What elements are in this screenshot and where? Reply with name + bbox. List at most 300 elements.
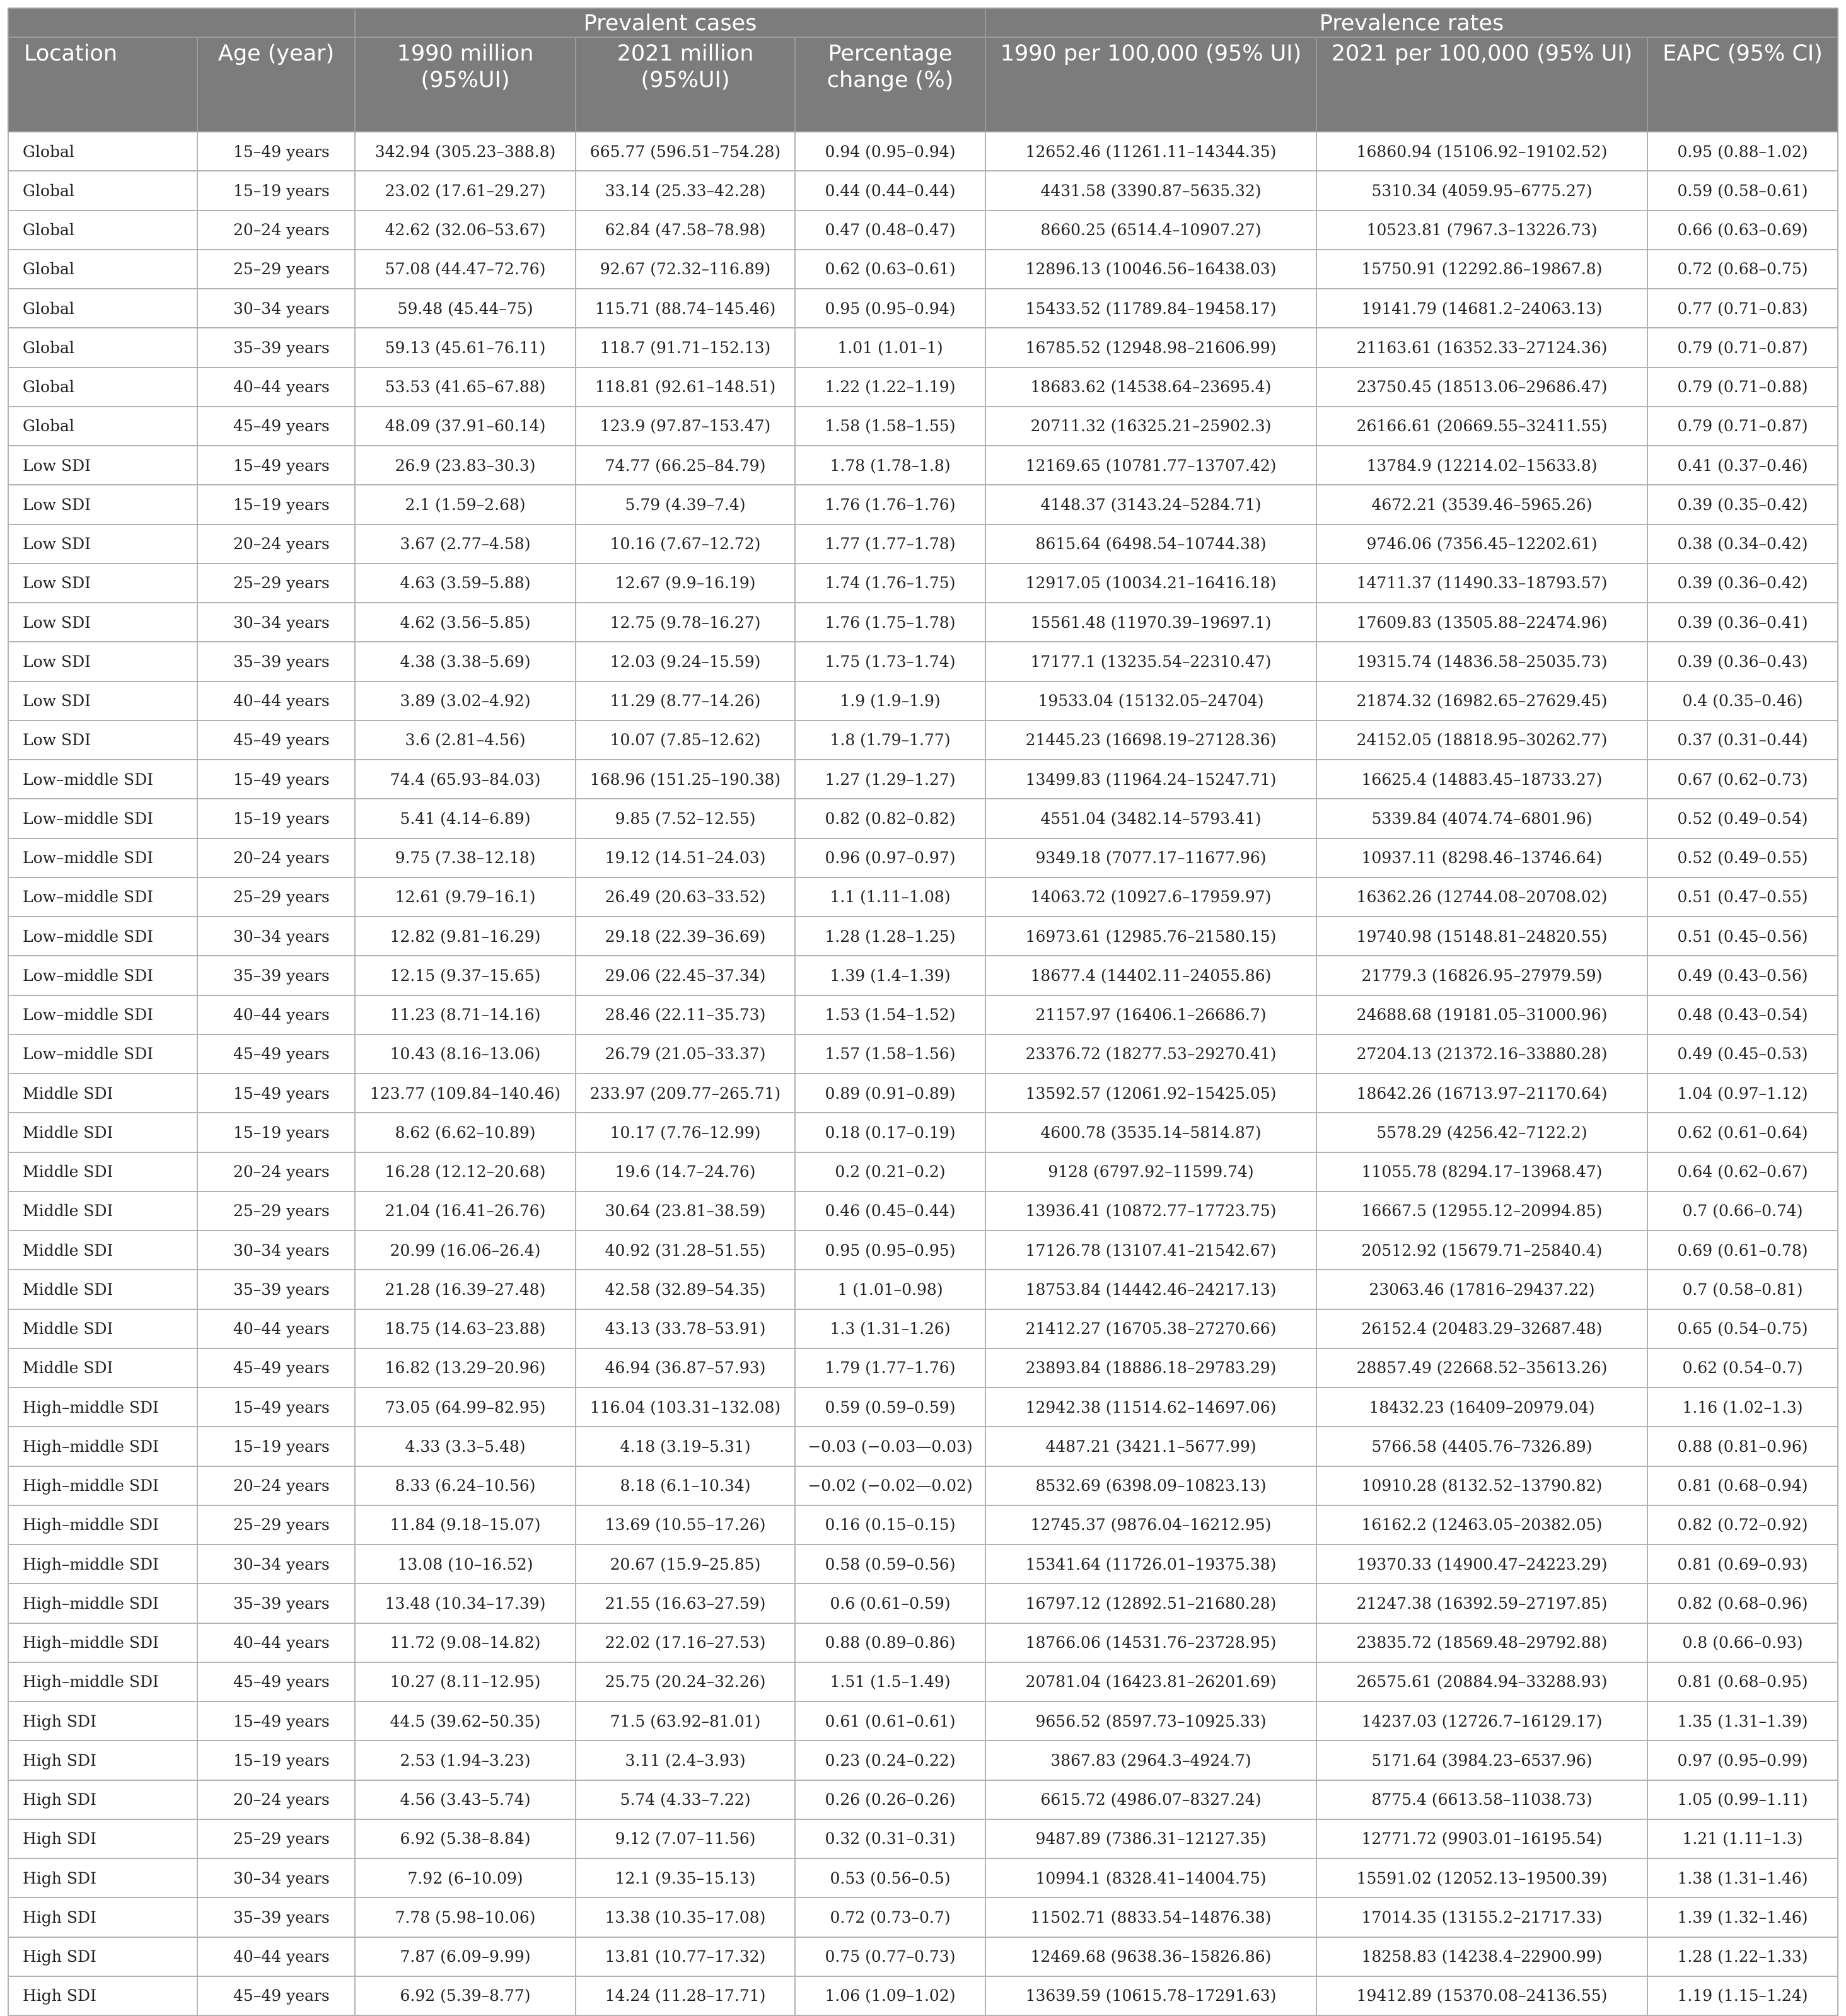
cell-eapc: 0.4 (0.35–0.46) [1647,681,1838,721]
cell-age: 20–24 years [197,524,355,564]
cell-cases-1990: 7.87 (6.09–9.99) [355,1937,576,1976]
cell-cases-2021: 10.07 (7.85–12.62) [576,721,795,760]
cell-age: 40–44 years [197,368,355,407]
cell-cases-2021: 665.77 (596.51–754.28) [576,132,795,171]
cell-eapc: 1.35 (1.31–1.39) [1647,1701,1838,1741]
cell-percentage-change: 1.57 (1.58–1.56) [795,1034,985,1074]
cell-location: Global [8,132,197,171]
cell-rate-2021: 9746.06 (7356.45–12202.61) [1316,524,1647,564]
cell-cases-1990: 6.92 (5.39–8.77) [355,1976,576,2015]
cell-location: Middle SDI [8,1348,197,1387]
cell-cases-2021: 123.9 (97.87–153.47) [576,407,795,446]
cell-cases-2021: 10.17 (7.76–12.99) [576,1113,795,1152]
cell-rate-2021: 23835.72 (18569.48–29792.88) [1316,1623,1647,1662]
cell-percentage-change: 1.78 (1.78–1.8) [795,446,985,485]
cell-eapc: 0.67 (0.62–0.73) [1647,760,1838,799]
cell-eapc: 0.82 (0.68–0.96) [1647,1584,1838,1623]
cell-eapc: 0.81 (0.69–0.93) [1647,1544,1838,1584]
cell-cases-1990: 12.82 (9.81–16.29) [355,917,576,956]
table-row [8,1544,1838,1584]
cell-location: High–middle SDI [8,1662,197,1701]
cell-eapc: 0.62 (0.54–0.7) [1647,1348,1838,1387]
cell-location: Low–middle SDI [8,995,197,1034]
table-row [8,1780,1838,1819]
cell-rate-1990: 15341.64 (11726.01–19375.38) [985,1544,1316,1584]
cell-rate-2021: 28857.49 (22668.52–35613.26) [1316,1348,1647,1387]
cell-rate-2021: 15591.02 (12052.13–19500.39) [1316,1858,1647,1897]
cell-location: Global [8,289,197,328]
cell-age: 15–49 years [197,1074,355,1113]
cell-age: 25–29 years [197,564,355,603]
cell-age: 35–39 years [197,1270,355,1309]
cell-location: High SDI [8,1819,197,1858]
cell-rate-1990: 4600.78 (3535.14–5814.87) [985,1113,1316,1152]
cell-cases-2021: 12.1 (9.35–15.13) [576,1858,795,1897]
cell-eapc: 0.52 (0.49–0.55) [1647,838,1838,878]
table-row [8,171,1838,210]
cell-cases-2021: 43.13 (33.78–53.91) [576,1309,795,1348]
cell-cases-2021: 26.49 (20.63–33.52) [576,878,795,917]
cell-cases-1990: 8.62 (6.62–10.89) [355,1113,576,1152]
cell-age: 15–19 years [197,171,355,210]
cell-percentage-change: 0.88 (0.89–0.86) [795,1623,985,1662]
cell-rate-2021: 17609.83 (13505.88–22474.96) [1316,603,1647,642]
cell-cases-1990: 4.62 (3.56–5.85) [355,603,576,642]
cell-cases-1990: 4.63 (3.59–5.88) [355,564,576,603]
cell-age: 45–49 years [197,1348,355,1387]
cell-rate-2021: 19740.98 (15148.81–24820.55) [1316,917,1647,956]
cell-rate-1990: 16785.52 (12948.98–21606.99) [985,328,1316,367]
cell-eapc: 0.59 (0.58–0.61) [1647,171,1838,210]
table-row [8,250,1838,289]
cell-rate-2021: 14711.37 (11490.33–18793.57) [1316,564,1647,603]
cell-percentage-change: 1.06 (1.09–1.02) [795,1976,985,2015]
table-row [8,1309,1838,1348]
cell-rate-1990: 12942.38 (11514.62–14697.06) [985,1387,1316,1427]
cell-rate-1990: 17126.78 (13107.41–21542.67) [985,1231,1316,1270]
cell-rate-1990: 9656.52 (8597.73–10925.33) [985,1701,1316,1741]
cell-rate-2021: 16625.4 (14883.45–18733.27) [1316,760,1647,799]
cell-percentage-change: 1.22 (1.22–1.19) [795,368,985,407]
cell-cases-1990: 10.27 (8.11–12.95) [355,1662,576,1701]
cell-age: 25–29 years [197,1505,355,1544]
cell-cases-2021: 3.11 (2.4–3.93) [576,1741,795,1780]
cell-cases-1990: 53.53 (41.65–67.88) [355,368,576,407]
cell-rate-2021: 8775.4 (6613.58–11038.73) [1316,1780,1647,1819]
cell-location: Low SDI [8,681,197,721]
cell-age: 30–34 years [197,1544,355,1584]
cell-rate-2021: 16362.26 (12744.08–20708.02) [1316,878,1647,917]
cell-rate-1990: 21412.27 (16705.38–27270.66) [985,1309,1316,1348]
cell-eapc: 0.79 (0.71–0.88) [1647,368,1838,407]
table-row [8,1937,1838,1976]
cell-age: 35–39 years [197,956,355,995]
cell-rate-1990: 13639.59 (10615.78–17291.63) [985,1976,1316,2015]
cell-location: Middle SDI [8,1113,197,1152]
cell-rate-2021: 16667.5 (12955.12–20994.85) [1316,1191,1647,1231]
cell-eapc: 1.05 (0.99–1.11) [1647,1780,1838,1819]
cell-location: Global [8,171,197,210]
cell-age: 45–49 years [197,407,355,446]
cell-location: High SDI [8,1976,197,2015]
cell-rate-1990: 18753.84 (14442.46–24217.13) [985,1270,1316,1309]
cell-cases-1990: 18.75 (14.63–23.88) [355,1309,576,1348]
cell-age: 30–34 years [197,917,355,956]
table-row [8,760,1838,799]
cell-rate-2021: 5171.64 (3984.23–6537.96) [1316,1741,1647,1780]
cell-eapc: 1.04 (0.97–1.12) [1647,1074,1838,1113]
cell-rate-1990: 16973.61 (12985.76–21580.15) [985,917,1316,956]
cell-cases-2021: 46.94 (36.87–57.93) [576,1348,795,1387]
cell-rate-1990: 9349.18 (7077.17–11677.96) [985,838,1316,878]
cell-cases-1990: 3.89 (3.02–4.92) [355,681,576,721]
prevalence-table [8,8,1838,2016]
cell-location: Middle SDI [8,1309,197,1348]
cell-location: Low SDI [8,603,197,642]
cell-rate-2021: 10910.28 (8132.52–13790.82) [1316,1466,1647,1505]
cell-cases-1990: 9.75 (7.38–12.18) [355,838,576,878]
cell-percentage-change: 1.27 (1.29–1.27) [795,760,985,799]
cell-percentage-change: −0.02 (−0.02—0.02) [795,1466,985,1505]
cell-location: Low SDI [8,485,197,524]
cell-rate-1990: 8615.64 (6498.54–10744.38) [985,524,1316,564]
table-row [8,1427,1838,1466]
cell-age: 20–24 years [197,1466,355,1505]
table-header [8,8,1838,132]
cell-rate-2021: 21779.3 (16826.95–27979.59) [1316,956,1647,995]
cell-rate-2021: 21163.61 (16352.33–27124.36) [1316,328,1647,367]
cell-rate-1990: 4487.21 (3421.1–5677.99) [985,1427,1316,1466]
cell-location: Low SDI [8,721,197,760]
cell-cases-2021: 25.75 (20.24–32.26) [576,1662,795,1701]
cell-rate-2021: 14237.03 (12726.7–16129.17) [1316,1701,1647,1741]
cell-rate-1990: 15433.52 (11789.84–19458.17) [985,289,1316,328]
cell-percentage-change: 1.28 (1.28–1.25) [795,917,985,956]
cell-eapc: 1.39 (1.32–1.46) [1647,1897,1838,1937]
cell-rate-1990: 18766.06 (14531.76–23728.95) [985,1623,1316,1662]
cell-location: Middle SDI [8,1152,197,1191]
cell-rate-1990: 8660.25 (6514.4–10907.27) [985,211,1316,250]
cell-location: Low SDI [8,564,197,603]
table-row [8,1191,1838,1231]
cell-cases-2021: 168.96 (151.25–190.38) [576,760,795,799]
cell-rate-1990: 15561.48 (11970.39–19697.1) [985,603,1316,642]
header-group-row [8,8,1838,37]
cell-age: 15–19 years [197,485,355,524]
cell-percentage-change: 0.61 (0.61–0.61) [795,1701,985,1741]
cell-cases-1990: 7.78 (5.98–10.06) [355,1897,576,1937]
cell-percentage-change: 0.82 (0.82–0.82) [795,799,985,838]
cell-rate-1990: 12896.13 (10046.56–16438.03) [985,250,1316,289]
cell-cases-2021: 29.06 (22.45–37.34) [576,956,795,995]
cell-rate-1990: 19533.04 (15132.05–24704) [985,681,1316,721]
cell-age: 15–49 years [197,132,355,171]
cell-cases-1990: 123.77 (109.84–140.46) [355,1074,576,1113]
cell-cases-2021: 5.74 (4.33–7.22) [576,1780,795,1819]
cell-rate-1990: 4148.37 (3143.24–5284.71) [985,485,1316,524]
cell-cases-1990: 21.04 (16.41–26.76) [355,1191,576,1231]
cell-percentage-change: 1.9 (1.9–1.9) [795,681,985,721]
cell-age: 15–49 years [197,760,355,799]
cell-rate-1990: 14063.72 (10927.6–17959.97) [985,878,1316,917]
cell-rate-2021: 19412.89 (15370.08–24136.55) [1316,1976,1647,2015]
cell-age: 15–19 years [197,799,355,838]
table-row [8,956,1838,995]
cell-age: 20–24 years [197,1780,355,1819]
cell-cases-1990: 342.94 (305.23–388.8) [355,132,576,171]
cell-rate-1990: 13499.83 (11964.24–15247.71) [985,760,1316,799]
cell-cases-2021: 13.81 (10.77–17.32) [576,1937,795,1976]
cell-age: 40–44 years [197,681,355,721]
cell-cases-1990: 2.53 (1.94–3.23) [355,1741,576,1780]
cell-rate-2021: 26575.61 (20884.94–33288.93) [1316,1662,1647,1701]
cell-cases-2021: 30.64 (23.81–38.59) [576,1191,795,1231]
cell-location: Low SDI [8,446,197,485]
table-row [8,1819,1838,1858]
cell-age: 25–29 years [197,1191,355,1231]
cell-eapc: 1.28 (1.22–1.33) [1647,1937,1838,1976]
cell-location: Low–middle SDI [8,917,197,956]
cell-percentage-change: 1.8 (1.79–1.77) [795,721,985,760]
table-row [8,995,1838,1034]
cell-age: 15–49 years [197,1701,355,1741]
cell-rate-1990: 20711.32 (16325.21–25902.3) [985,407,1316,446]
cell-rate-1990: 9128 (6797.92–11599.74) [985,1152,1316,1191]
cell-cases-2021: 42.58 (32.89–54.35) [576,1270,795,1309]
cell-percentage-change: 1.39 (1.4–1.39) [795,956,985,995]
cell-rate-1990: 13936.41 (10872.77–17723.75) [985,1191,1316,1231]
cell-age: 20–24 years [197,838,355,878]
table-row [8,1034,1838,1074]
table-row [8,1976,1838,2015]
cell-cases-2021: 5.79 (4.39–7.4) [576,485,795,524]
cell-cases-1990: 23.02 (17.61–29.27) [355,171,576,210]
cell-age: 15–49 years [197,446,355,485]
cell-location: High SDI [8,1897,197,1937]
table-row [8,1584,1838,1623]
cell-rate-1990: 12469.68 (9638.36–15826.86) [985,1937,1316,1976]
table-row [8,1662,1838,1701]
cell-percentage-change: 0.6 (0.61–0.59) [795,1584,985,1623]
cell-location: Low–middle SDI [8,1034,197,1074]
cell-rate-2021: 5339.84 (4074.74–6801.96) [1316,799,1647,838]
cell-percentage-change: 1.76 (1.76–1.76) [795,485,985,524]
cell-percentage-change: 0.62 (0.63–0.61) [795,250,985,289]
cell-eapc: 0.49 (0.45–0.53) [1647,1034,1838,1074]
cell-percentage-change: 1.79 (1.77–1.76) [795,1348,985,1387]
cell-percentage-change: 0.47 (0.48–0.47) [795,211,985,250]
table-row [8,564,1838,603]
cell-cases-2021: 9.12 (7.07–11.56) [576,1819,795,1858]
cell-cases-1990: 21.28 (16.39–27.48) [355,1270,576,1309]
cell-cases-2021: 62.84 (47.58–78.98) [576,211,795,250]
cell-cases-1990: 59.13 (45.61–76.11) [355,328,576,367]
cell-cases-2021: 20.67 (15.9–25.85) [576,1544,795,1584]
cell-cases-2021: 71.5 (63.92–81.01) [576,1701,795,1741]
cell-rate-2021: 21247.38 (16392.59–27197.85) [1316,1584,1647,1623]
header-age: Age (year) [197,37,355,132]
cell-eapc: 0.97 (0.95–0.99) [1647,1741,1838,1780]
cell-percentage-change: 0.58 (0.59–0.56) [795,1544,985,1584]
cell-rate-1990: 12745.37 (9876.04–16212.95) [985,1505,1316,1544]
cell-percentage-change: 0.59 (0.59–0.59) [795,1387,985,1427]
cell-eapc: 0.51 (0.45–0.56) [1647,917,1838,956]
cell-cases-1990: 74.4 (65.93–84.03) [355,760,576,799]
cell-rate-2021: 5578.29 (4256.42–7122.2) [1316,1113,1647,1152]
table-row [8,1623,1838,1662]
cell-rate-2021: 20512.92 (15679.71–25840.4) [1316,1231,1647,1270]
cell-age: 25–29 years [197,878,355,917]
cell-cases-1990: 4.56 (3.43–5.74) [355,1780,576,1819]
cell-location: Low SDI [8,642,197,681]
cell-location: Middle SDI [8,1191,197,1231]
cell-location: Low–middle SDI [8,760,197,799]
cell-percentage-change: 1.74 (1.76–1.75) [795,564,985,603]
table-row [8,407,1838,446]
cell-eapc: 0.41 (0.37–0.46) [1647,446,1838,485]
cell-cases-1990: 6.92 (5.38–8.84) [355,1819,576,1858]
cell-percentage-change: 0.18 (0.17–0.19) [795,1113,985,1152]
table-row [8,681,1838,721]
cell-eapc: 0.65 (0.54–0.75) [1647,1309,1838,1348]
cell-cases-1990: 7.92 (6–10.09) [355,1858,576,1897]
cell-age: 15–19 years [197,1113,355,1152]
cell-location: High SDI [8,1701,197,1741]
cell-percentage-change: −0.03 (−0.03—0.03) [795,1427,985,1466]
cell-cases-2021: 116.04 (103.31–132.08) [576,1387,795,1427]
cell-cases-1990: 20.99 (16.06–26.4) [355,1231,576,1270]
cell-rate-2021: 18432.23 (16409–20979.04) [1316,1387,1647,1427]
cell-cases-1990: 4.33 (3.3–5.48) [355,1427,576,1466]
table-row [8,1701,1838,1741]
cell-rate-2021: 19315.74 (14836.58–25035.73) [1316,642,1647,681]
cell-location: Global [8,328,197,367]
cell-age: 25–29 years [197,250,355,289]
cell-age: 40–44 years [197,995,355,1034]
header-column-row [8,37,1838,132]
cell-rate-2021: 24152.05 (18818.95–30262.77) [1316,721,1647,760]
cell-location: High SDI [8,1780,197,1819]
cell-cases-2021: 12.03 (9.24–15.59) [576,642,795,681]
cell-rate-2021: 17014.35 (13155.2–21717.33) [1316,1897,1647,1937]
cell-location: Global [8,211,197,250]
header-location: Location [8,37,197,132]
cell-eapc: 0.48 (0.43–0.54) [1647,995,1838,1034]
cell-percentage-change: 1.53 (1.54–1.52) [795,995,985,1034]
cell-rate-2021: 23063.46 (17816–29437.22) [1316,1270,1647,1309]
cell-eapc: 0.79 (0.71–0.87) [1647,328,1838,367]
table-row [8,1113,1838,1152]
table-row [8,328,1838,367]
cell-cases-2021: 13.38 (10.35–17.08) [576,1897,795,1937]
cell-cases-2021: 12.67 (9.9–16.19) [576,564,795,603]
header-cases-1990: 1990 million (95%UI) [355,37,576,132]
table-row [8,446,1838,485]
cell-rate-1990: 16797.12 (12892.51–21680.28) [985,1584,1316,1623]
cell-percentage-change: 0.44 (0.44–0.44) [795,171,985,210]
cell-rate-1990: 20781.04 (16423.81–26201.69) [985,1662,1316,1701]
cell-cases-2021: 4.18 (3.19–5.31) [576,1427,795,1466]
cell-eapc: 1.38 (1.31–1.46) [1647,1858,1838,1897]
cell-cases-1990: 48.09 (37.91–60.14) [355,407,576,446]
cell-rate-1990: 12917.05 (10034.21–16416.18) [985,564,1316,603]
cell-eapc: 0.39 (0.36–0.42) [1647,564,1838,603]
cell-location: Low–middle SDI [8,799,197,838]
cell-rate-1990: 3867.83 (2964.3–4924.7) [985,1741,1316,1780]
table-row [8,1348,1838,1387]
cell-cases-2021: 19.12 (14.51–24.03) [576,838,795,878]
cell-cases-2021: 115.71 (88.74–145.46) [576,289,795,328]
cell-age: 35–39 years [197,642,355,681]
cell-age: 45–49 years [197,721,355,760]
table-row [8,132,1838,171]
table-row [8,838,1838,878]
cell-cases-1990: 11.84 (9.18–15.07) [355,1505,576,1544]
cell-location: High–middle SDI [8,1584,197,1623]
cell-rate-2021: 12771.72 (9903.01–16195.54) [1316,1819,1647,1858]
cell-location: High–middle SDI [8,1387,197,1427]
header-cases-2021: 2021 million (95%UI) [576,37,795,132]
cell-percentage-change: 0.32 (0.31–0.31) [795,1819,985,1858]
cell-eapc: 0.64 (0.62–0.67) [1647,1152,1838,1191]
cell-eapc: 1.19 (1.15–1.24) [1647,1976,1838,2015]
cell-cases-1990: 12.15 (9.37–15.65) [355,956,576,995]
cell-percentage-change: 1.58 (1.58–1.55) [795,407,985,446]
cell-percentage-change: 1 (1.01–0.98) [795,1270,985,1309]
cell-cases-1990: 5.41 (4.14–6.89) [355,799,576,838]
table-row [8,368,1838,407]
cell-age: 30–34 years [197,1231,355,1270]
cell-cases-2021: 74.77 (66.25–84.79) [576,446,795,485]
cell-location: High SDI [8,1937,197,1976]
cell-location: High–middle SDI [8,1544,197,1584]
cell-age: 20–24 years [197,1152,355,1191]
cell-rate-1990: 21157.97 (16406.1–26686.7) [985,995,1316,1034]
cell-cases-2021: 9.85 (7.52–12.55) [576,799,795,838]
cell-location: Low SDI [8,524,197,564]
cell-location: Global [8,368,197,407]
cell-percentage-change: 0.94 (0.95–0.94) [795,132,985,171]
cell-eapc: 0.37 (0.31–0.44) [1647,721,1838,760]
cell-location: High SDI [8,1741,197,1780]
cell-cases-2021: 233.97 (209.77–265.71) [576,1074,795,1113]
cell-cases-1990: 26.9 (23.83–30.3) [355,446,576,485]
header-group-prevalence-rates: Prevalence rates [985,8,1838,37]
cell-percentage-change: 0.46 (0.45–0.44) [795,1191,985,1231]
cell-cases-1990: 13.48 (10.34–17.39) [355,1584,576,1623]
cell-rate-1990: 23893.84 (18886.18–29783.29) [985,1348,1316,1387]
cell-cases-2021: 40.92 (31.28–51.55) [576,1231,795,1270]
cell-percentage-change: 1.77 (1.77–1.78) [795,524,985,564]
cell-location: Low–middle SDI [8,956,197,995]
cell-cases-2021: 26.79 (21.05–33.37) [576,1034,795,1074]
cell-cases-1990: 44.5 (39.62–50.35) [355,1701,576,1741]
table-row [8,603,1838,642]
cell-location: Low–middle SDI [8,838,197,878]
cell-eapc: 0.39 (0.36–0.41) [1647,603,1838,642]
cell-rate-2021: 26152.4 (20483.29–32687.48) [1316,1309,1647,1348]
cell-cases-2021: 12.75 (9.78–16.27) [576,603,795,642]
cell-age: 15–19 years [197,1741,355,1780]
cell-cases-2021: 22.02 (17.16–27.53) [576,1623,795,1662]
cell-cases-1990: 2.1 (1.59–2.68) [355,485,576,524]
cell-location: Middle SDI [8,1270,197,1309]
table-row [8,289,1838,328]
cell-eapc: 0.66 (0.63–0.69) [1647,211,1838,250]
cell-cases-1990: 4.38 (3.38–5.69) [355,642,576,681]
cell-rate-2021: 19370.33 (14900.47–24223.29) [1316,1544,1647,1584]
cell-location: High–middle SDI [8,1505,197,1544]
